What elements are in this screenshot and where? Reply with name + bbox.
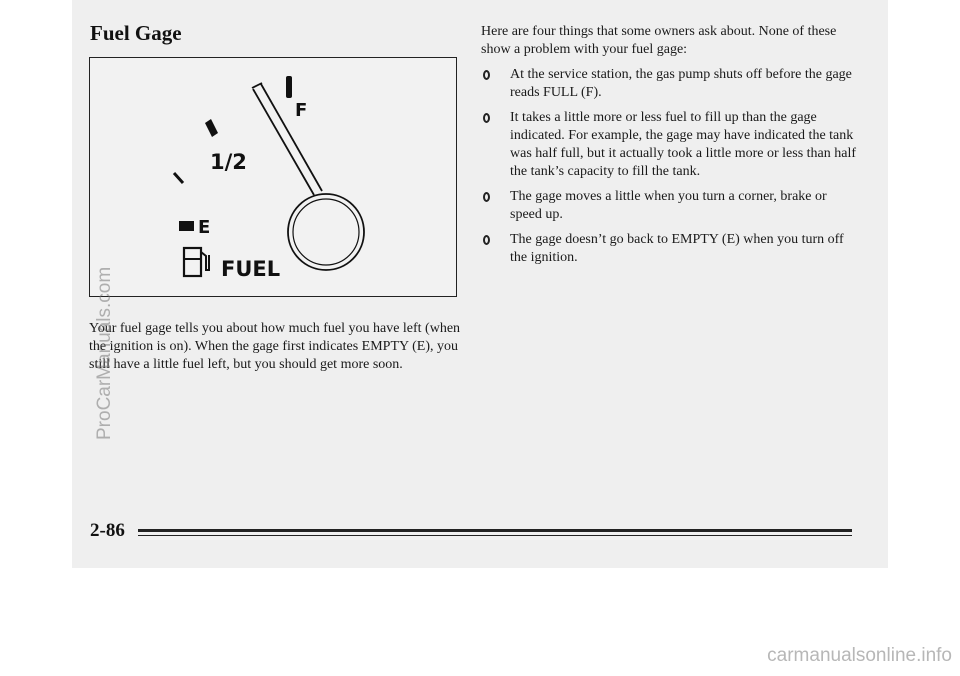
bullet-icon [483, 113, 490, 123]
bullet-icon [483, 235, 490, 245]
section-title: Fuel Gage [90, 21, 182, 45]
footer-rule-thin [138, 535, 852, 536]
page-number: 2-86 [90, 520, 125, 541]
list-item [481, 231, 861, 267]
footer-rule-thick [138, 529, 852, 532]
list-item [481, 66, 861, 102]
bottom-watermark: carmanualsonline.info [767, 645, 952, 666]
empty-tick [179, 221, 194, 231]
list-item [481, 109, 861, 181]
questions-lead: Here are four things that some owners ask about. None of these show a problem with your fuel gage: [481, 24, 837, 57]
full-label: F [295, 100, 308, 121]
list-item-text: The gage moves a little when you turn a corner, brake or speed up. [510, 189, 827, 222]
questions-list [481, 66, 861, 274]
needle-edge-b [261, 84, 322, 191]
fuel-gage-illustration [89, 57, 457, 297]
half-tick [205, 119, 218, 137]
bullet-icon [483, 70, 490, 80]
half-label: 1/2 [210, 150, 247, 174]
bullet-icon [483, 192, 490, 202]
list-item [481, 188, 861, 224]
side-watermark: ProCarManuals.com [94, 266, 115, 440]
fuel-label: FUEL [221, 257, 281, 281]
list-item-text: It takes a little more or less fuel to fill up than the gage indicated. For example, the gage may have indicated the tank was half full, but it actually took a little more or less than half the tank’s capacity to fill the tank. [510, 110, 857, 179]
fuel-gage-drawing [90, 58, 458, 298]
needle-hub-inner [293, 199, 359, 265]
empty-label: E [198, 217, 211, 238]
list-item-text: At the service station, the gas pump shuts off before the gage reads FULL (F). [510, 67, 852, 100]
full-tick [286, 76, 292, 98]
intro-paragraph: Your fuel gage tells you about how much fuel you have left (when the ignition is on). When the gage first indicates EMPTY (E), you still have a little fuel left, but you should get more soon. [89, 321, 461, 372]
fuel-pump-icon [184, 248, 209, 276]
quarter-tick [174, 173, 183, 183]
needle-hub-outer [288, 194, 364, 270]
list-item-text: The gage doesn’t go back to EMPTY (E) when you turn off the ignition. [510, 232, 844, 265]
needle-tip [252, 83, 262, 88]
